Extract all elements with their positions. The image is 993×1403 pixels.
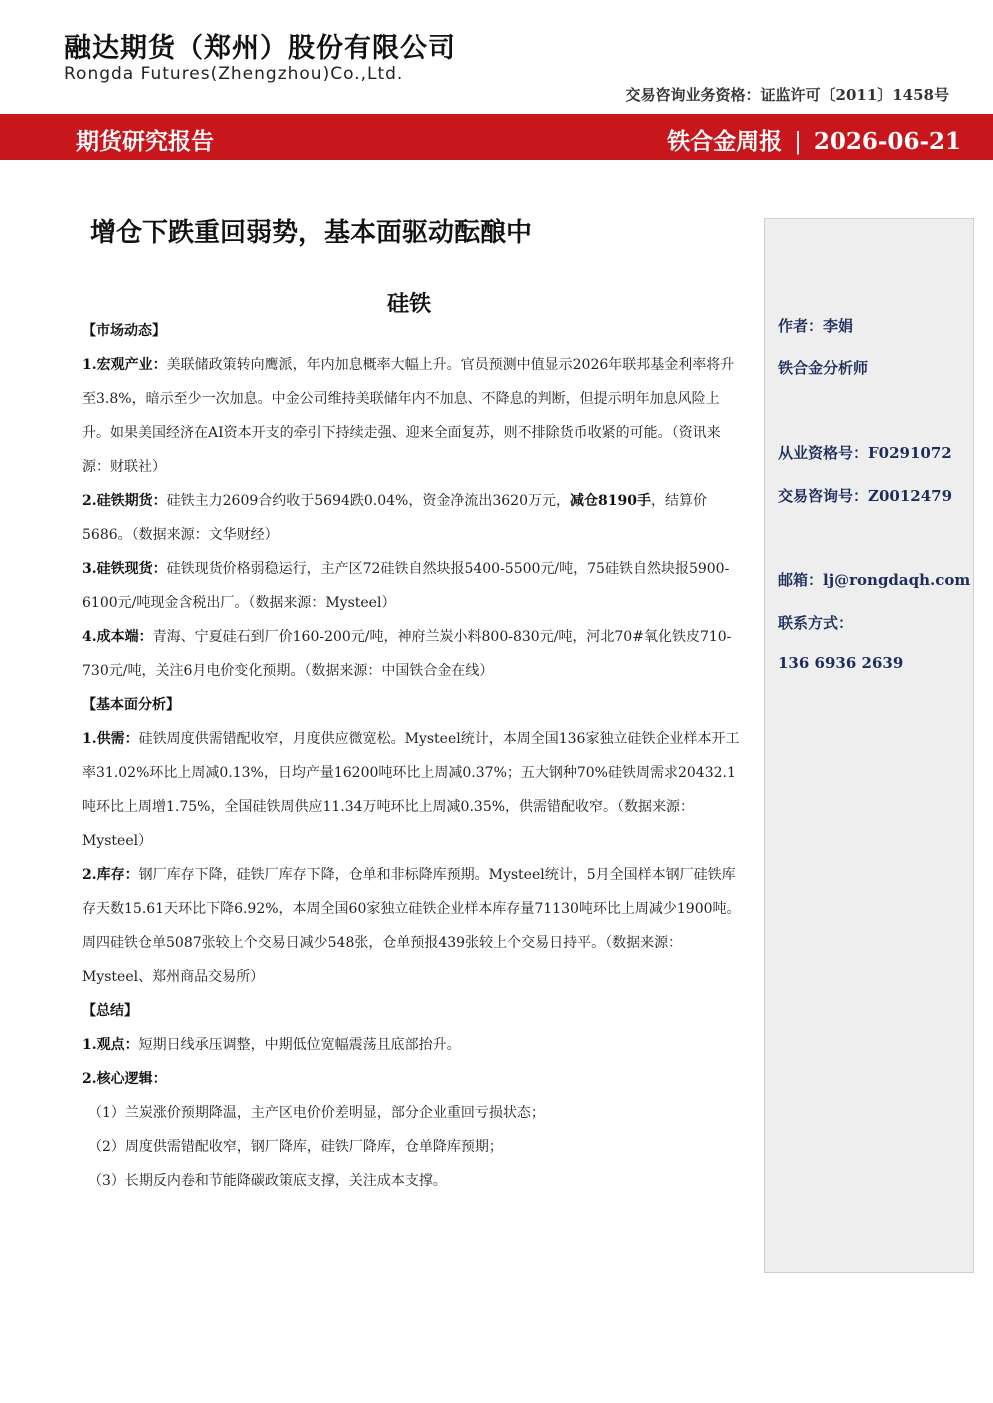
qualification-text: 交易咨询业务资格：证监许可〔2011〕1458号 [625,86,949,104]
section-heading-summary: 【总结】 [82,1003,138,1019]
label-macro: 1.宏观产业： [82,357,167,373]
text-spot: 硅铁现货价格弱稳运行，主产区72硅铁自然块报5400-5500元/吨，75硅铁自然块报5900-6100元/吨现金含税出厂。（数据来源：Mysteel） [82,561,730,611]
text-macro: 美联储政策转向鹰派，年内加息概率大幅上升。官员预测中值显示2026年联邦基金利率将升至3.8%，暗示至少一次加息。中金公司维持美联储年内不加息、不降息的判断，但提示明年加息风险上升。如果美国经济在AI资本开支的牵引下持续走强、迎来全面复苏，则不排除货币收紧的可能。（资讯来源：财联社） [82,357,735,475]
company-name-cn: 融达期货（郑州）股份有限公司 [64,33,456,64]
banner-separator: | [794,129,802,155]
author-sidebar [764,218,974,1273]
section-heading-market: 【市场动态】 [82,323,166,339]
text-cost: 青海、宁夏硅石到厂价160-200元/吨，神府兰炭小料800-830元/吨，河北70#氧化铁皮710-730元/吨，关注6月电价变化预期。（数据来源：中国铁合金在线） [82,629,732,679]
label-view: 1.观点： [82,1037,139,1053]
text-futures-bold: 减仓8190手 [570,493,651,509]
label-spot: 3.硅铁现货： [82,561,167,577]
text-stock: 钢厂库存下降，硅铁厂库存下降，仓单和非标降库预期。Mysteel统计，5月全国样本钢厂硅铁库存天数15.61天环比下降6.92%，本周全国60家独立硅铁企业样本库存量71130吨环比上周减少1900吨。周四硅铁仓单5087张较上个交易日减少548张，仓单预报439张较上个交易日持平。（数据来源：Mysteel、郑州商品交易所） [82,867,741,985]
logic-item: （1）兰炭涨价预期降温，主产区电价价差明显，部分企业重回亏损状态； [88,1105,545,1121]
report-title: 增仓下跌重回弱势，基本面驱动酝酿中 [90,218,533,248]
paragraph-spot [82,552,746,620]
contact-label: 联系方式： [778,614,854,632]
label-cost: 4.成本端： [82,629,153,645]
logic-item: （3）长期反内卷和节能降碳政策底支撑，关注成本支撑。 [88,1173,447,1189]
paragraph-stock [82,858,746,994]
report-banner [0,114,993,160]
paragraph-logic-label: 2.核心逻辑： [82,1071,167,1087]
company-name-en: Rongda Futures(Zhengzhou)Co.,Ltd. [64,64,404,84]
contact-phone: 136 6936 2639 [778,654,904,672]
author-name: 作者：李娟 [778,317,854,335]
paragraph-view [82,1028,746,1062]
author-email: 邮箱：lj@rongdaqh.com [778,571,971,589]
banner-report-category: 期货研究报告 [76,128,214,155]
banner-report-info [667,123,961,156]
banner-date: 2026-06-21 [813,128,961,155]
paragraph-supply [82,722,746,858]
section-heading-fundamental: 【基本面分析】 [82,697,180,713]
text-supply: 硅铁周度供需错配收窄，月度供应微宽松。Mysteel统计，本周全国136家独立硅铁企业样本开工率31.02%环比上周减0.13%，日均产量16200吨环比上周减0.37%；五大钢种70%硅铁周需求20432.1吨环比上周增1.75%，全国硅铁周供应11.34万吨环比上周减0.35%，供需错配收窄。（数据来源：Mysteel） [82,731,740,849]
consulting-number: 交易咨询号：Z0012479 [778,487,953,505]
paragraph-futures [82,484,746,552]
banner-report-type: 铁合金周报 [667,128,783,155]
text-futures-b: ，结算价5686。（数据来源：文华财经） [82,493,707,543]
text-futures-a: 硅铁主力2609合约收于5694跌0.04%，资金净流出3620万元， [166,493,570,509]
text-view: 短期日线承压调整，中期低位宽幅震荡且底部抬升。 [138,1037,461,1053]
label-stock: 2.库存： [82,867,139,883]
author-role: 铁合金分析师 [778,359,869,377]
paragraph-macro [82,348,746,484]
paragraph-cost [82,620,746,688]
logic-item: （2）周度供需错配收窄，钢厂降库，硅铁厂降库，仓单降库预期； [88,1139,503,1155]
label-futures: 2.硅铁期货： [82,493,167,509]
report-body [82,314,746,1198]
certification-number: 从业资格号：F0291072 [778,444,952,462]
report-subject: 硅铁 [387,291,432,317]
label-supply: 1.供需： [82,731,139,747]
